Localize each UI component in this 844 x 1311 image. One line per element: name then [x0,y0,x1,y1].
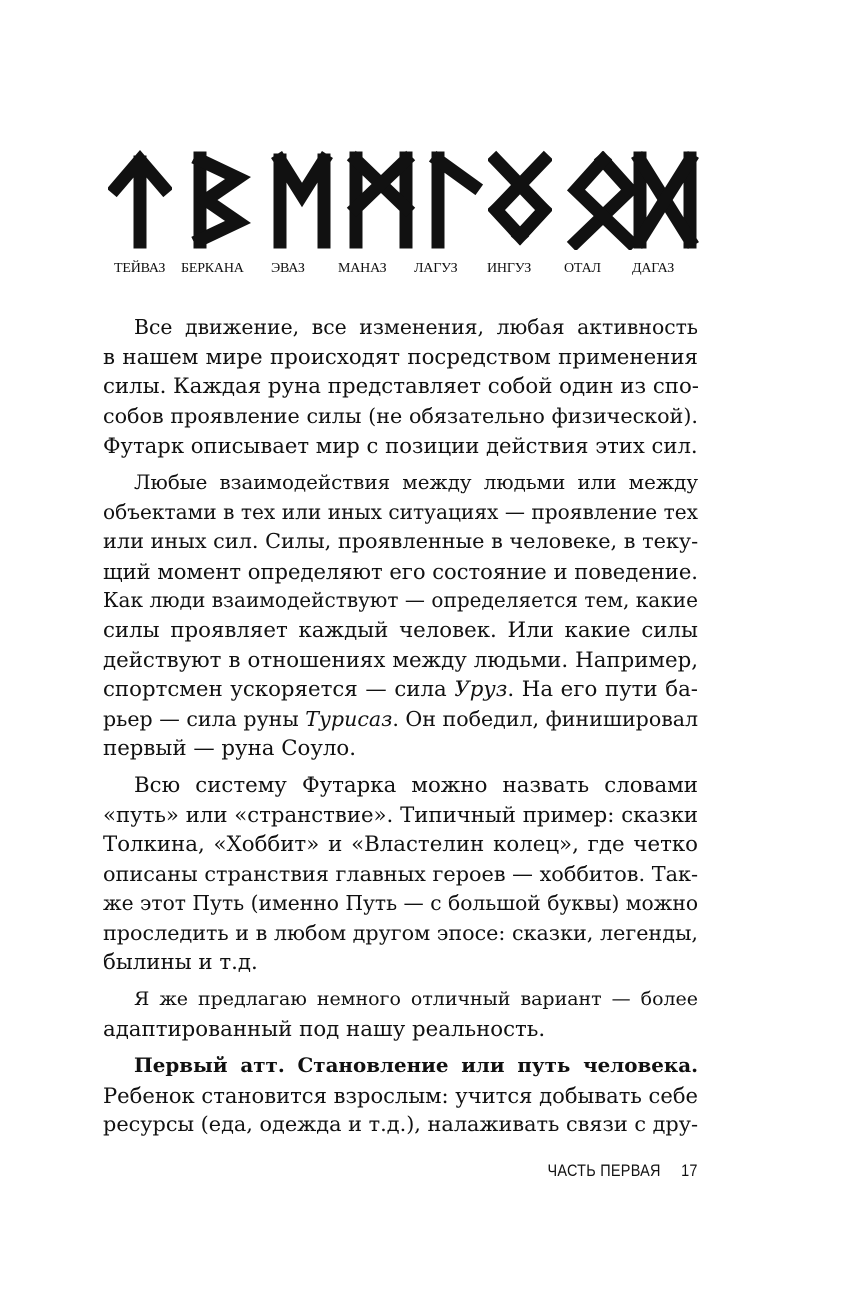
text-line: объектами в тех или иных ситуациях — проявление тех [103,499,698,524]
text-line: первый — руна Соуло. [103,736,356,762]
text-line: собов проявление силы (не обязательно физической). [103,403,698,428]
rune-names [0,261,844,281]
page-footer [548,1161,698,1181]
section-heading: Первый атт. Становление или путь человека. [134,1053,698,1078]
text-line: ресурсы (еда, одежда и т.д.), налаживать связи с дру- [103,1112,698,1137]
mannaz-rune-icon [346,150,416,250]
ehwaz-rune-icon [270,150,334,250]
text-line [103,705,698,735]
text-line: Я же предлагаю немного отличный вариант — более [134,988,698,1011]
text-run: . На его пути ба- [507,677,698,703]
laguz-rune-icon [426,150,490,250]
paragraph-2 [103,468,698,764]
othala-rune-icon [566,150,640,250]
paragraph-3 [103,771,698,978]
paragraph-4 [103,985,698,1044]
paragraph-1 [103,313,698,461]
text-line: Толкина, «Хоббит» и «Властелин колец», где четко [103,832,698,858]
body-text [103,313,698,1147]
rune-reference-thurisaz: Турисаз [305,706,393,731]
text-run: . Он победил, финишировал [392,706,699,731]
running-section-title: ЧАСТЬ ПЕРВАЯ [547,1161,662,1180]
text-line: адаптированный под нашу реальность. [103,1016,546,1042]
text-line: описаны странствия главных героев — хоббитов. Так- [103,861,698,886]
rune-name-ingwaz: ИНГУЗ [487,261,532,276]
text-line: былины и т.д. [103,950,258,976]
text-run: рьер — сила руны [103,706,306,731]
text-line: Как люди взаимодействуют — определяется тем, какие [103,588,698,613]
rune-name-laguz: ЛАГУЗ [414,261,458,276]
text-line: Любые взаимодействия между людьми или между [134,470,698,494]
rune-name-tiwaz: ТЕЙВАЗ [114,261,166,276]
rune-name-ehwaz: ЭВАЗ [271,261,305,276]
text-line: Все движение, все изменения, любая активность [134,315,698,339]
text-line: Ребенок становится взрослым: учится добывать себе [103,1082,698,1108]
text-line: щий момент определяют его состояние и поведение. [103,558,698,584]
rune-row [100,150,700,250]
text-line: силы. Каждая руна представляет собой один из спо- [103,374,699,400]
rune-name-mannaz: МАНАЗ [338,261,387,276]
berkana-rune-icon [188,150,252,250]
paragraph-5 [103,1051,698,1140]
text-line: же этот Путь (именно Путь — с большой буквы) можно [103,891,698,916]
text-run: спортсмен ускоряется — сила [103,677,455,703]
text-line: действуют в отношениях между людьми. Например, [103,647,698,673]
text-line [103,675,698,705]
text-line: проследить и в любом другом эпосе: сказки, легенды, [103,920,698,945]
text-line: силы проявляет каждый человек. Или какие силы [103,617,698,643]
text-line: «путь» или «странствие». Типичный пример: сказки [103,802,698,828]
rune-name-othala: ОТАЛ [564,261,601,276]
dagaz-rune-icon [630,150,700,250]
ingwaz-rune-icon [488,150,552,250]
text-line: или иных сил. Силы, проявленные в человеке, в теку- [103,529,699,554]
text-line: в нашем мире происходят посредством применения [103,344,698,370]
tiwaz-rune-icon [108,150,172,250]
rune-name-berkana: БЕРКАНА [181,261,244,276]
text-line: Футарк описывает мир с позиции действия этих сил. [103,433,698,459]
rune-reference-uruz: Уруз [454,677,508,703]
rune-name-dagaz: ДАГАЗ [632,261,675,276]
text-line: Всю систему Футарка можно назвать словами [134,772,698,798]
page-number: 17 [681,1161,698,1180]
